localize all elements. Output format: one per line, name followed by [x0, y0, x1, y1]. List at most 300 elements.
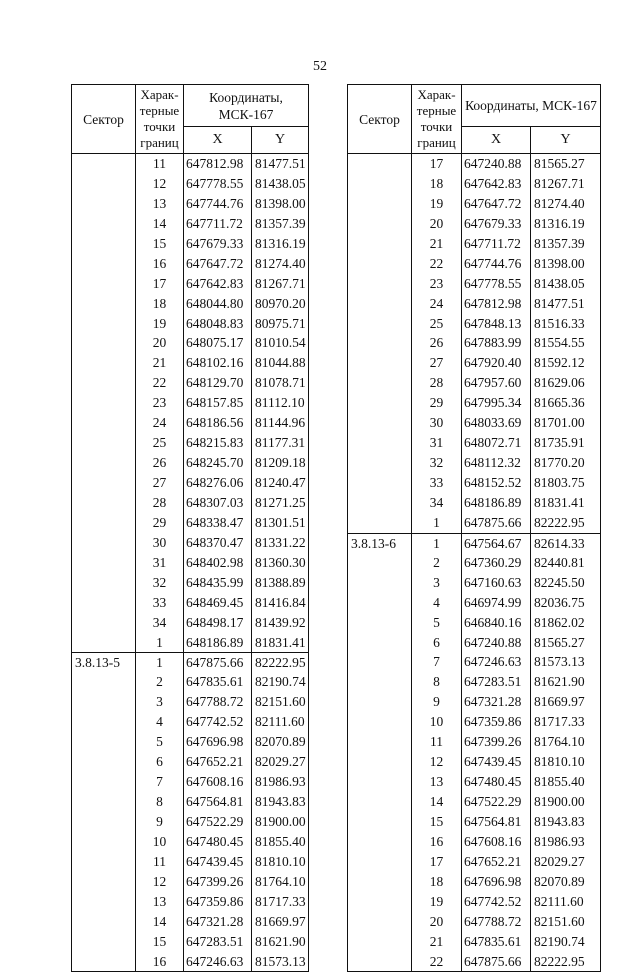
point-cell: 9 [136, 812, 184, 832]
sector-cell [72, 792, 136, 812]
sector-cell [72, 932, 136, 952]
sector-cell [348, 932, 412, 952]
y-cell: 81209.18 [255, 455, 306, 471]
point-cell: 6 [412, 633, 462, 653]
point-cell: 14 [136, 214, 184, 234]
point-cell: 20 [136, 333, 184, 353]
y-cell: 81669.97 [534, 694, 585, 710]
point-cell: 11 [136, 852, 184, 872]
table-row [348, 593, 600, 613]
point-cell: 17 [412, 154, 462, 174]
x-cell: 648469.45 [184, 593, 252, 613]
table-row [348, 852, 600, 872]
sector-cell [348, 413, 412, 433]
point-cell: 6 [136, 752, 184, 772]
x-cell: 646974.99 [462, 593, 531, 613]
x-cell: 647359.86 [184, 892, 252, 912]
y-cell: 81665.36 [534, 395, 585, 411]
sector-cell [348, 274, 412, 294]
point-cell: 20 [412, 912, 462, 932]
y-cell: 81044.88 [255, 355, 306, 371]
sector-cell [348, 294, 412, 314]
table-row [72, 772, 308, 792]
x-cell: 647875.66 [462, 513, 531, 533]
table-row [348, 732, 600, 752]
sector-cell [348, 174, 412, 194]
point-cell: 8 [412, 672, 462, 692]
point-cell: 31 [412, 433, 462, 453]
x-cell: 648370.47 [184, 533, 252, 553]
y-cell: 81439.92 [255, 614, 306, 630]
table-row [348, 513, 600, 533]
table-row [348, 274, 600, 294]
x-cell: 647564.81 [184, 792, 252, 812]
sector-cell [348, 573, 412, 593]
table-row [348, 652, 600, 672]
table-row [72, 294, 308, 314]
point-cell: 23 [412, 274, 462, 294]
table-row [348, 772, 600, 792]
point-cell: 4 [412, 593, 462, 613]
sector-cell [348, 453, 412, 473]
table-row [72, 154, 308, 174]
point-cell: 1 [136, 633, 184, 653]
x-cell: 648338.47 [184, 513, 252, 533]
y-cell: 81316.19 [534, 215, 585, 231]
y-cell: 81516.33 [534, 315, 585, 331]
y-cell: 81943.83 [255, 794, 306, 809]
y-cell: 81554.55 [534, 335, 585, 351]
sector-cell [348, 194, 412, 214]
sector-cell [348, 672, 412, 692]
table-row [72, 712, 308, 732]
sector-cell [72, 533, 136, 553]
point-cell: 28 [412, 373, 462, 393]
sector-cell [72, 692, 136, 712]
y-cell: 82070.89 [255, 734, 306, 750]
x-cell: 647608.16 [184, 772, 252, 792]
point-cell: 15 [136, 234, 184, 254]
sector-cell [72, 174, 136, 194]
point-cell: 15 [136, 932, 184, 952]
sector-cell [348, 593, 412, 613]
sector-cell [348, 353, 412, 373]
x-cell: 647711.72 [184, 214, 252, 234]
y-cell: 81810.10 [255, 853, 306, 869]
sector-cell [348, 633, 412, 653]
sector-cell [72, 234, 136, 254]
header-points: Харак-терные точки границ [412, 85, 462, 153]
point-cell: 9 [412, 692, 462, 712]
sector-cell [348, 652, 412, 672]
sector-cell [348, 852, 412, 872]
x-cell: 647679.33 [462, 214, 531, 234]
point-cell: 25 [412, 314, 462, 334]
sector-cell [72, 453, 136, 473]
table-row [72, 732, 308, 752]
table-row [348, 314, 600, 334]
y-cell: 81357.39 [255, 215, 306, 231]
table-row [348, 393, 600, 413]
table-body [71, 153, 309, 972]
point-cell: 22 [412, 254, 462, 274]
y-cell: 81477.51 [255, 156, 306, 171]
sector-cell [72, 852, 136, 872]
point-cell: 32 [136, 573, 184, 593]
table-header [71, 84, 309, 153]
sector-cell [72, 333, 136, 353]
sector-cell [72, 373, 136, 393]
y-cell: 82190.74 [255, 674, 306, 690]
point-cell: 12 [136, 174, 184, 194]
point-cell: 15 [412, 812, 462, 832]
y-cell: 81316.19 [255, 235, 306, 251]
y-cell: 81240.47 [255, 475, 306, 490]
sector-cell [72, 812, 136, 832]
point-cell: 34 [412, 493, 462, 513]
point-cell: 28 [136, 493, 184, 513]
table-row [348, 294, 600, 314]
table-row [72, 353, 308, 373]
sector-cell [72, 473, 136, 493]
point-cell: 2 [412, 553, 462, 573]
table-row [72, 473, 308, 493]
x-cell: 647439.45 [184, 852, 252, 872]
table-row [348, 373, 600, 393]
sector-cell [348, 393, 412, 413]
y-cell: 81010.54 [255, 335, 306, 351]
sector-cell [348, 493, 412, 513]
point-cell: 34 [136, 613, 184, 633]
sector-cell [72, 752, 136, 772]
x-cell: 647744.76 [462, 254, 531, 274]
sector-cell [72, 593, 136, 613]
x-cell: 647480.45 [184, 832, 252, 852]
y-cell: 80970.20 [255, 295, 306, 311]
sector-cell [348, 892, 412, 912]
y-cell: 81803.75 [534, 475, 585, 490]
point-cell: 16 [136, 952, 184, 972]
y-cell: 81770.20 [534, 455, 585, 471]
point-cell: 20 [412, 214, 462, 234]
table-row [348, 493, 600, 513]
y-cell: 81078.71 [255, 375, 306, 391]
sector-cell [72, 294, 136, 314]
y-cell: 81274.40 [255, 255, 306, 271]
table-row [72, 832, 308, 852]
header-coordinates: Координаты, МСК-167 [184, 85, 308, 127]
x-cell: 648112.32 [462, 453, 531, 473]
sector-cell [72, 633, 136, 653]
x-cell: 647883.99 [462, 333, 531, 353]
point-cell: 29 [136, 513, 184, 533]
sector-cell [348, 553, 412, 573]
table-row [72, 393, 308, 413]
point-cell: 7 [412, 652, 462, 672]
point-cell: 3 [412, 573, 462, 593]
point-cell: 21 [136, 353, 184, 373]
point-cell: 1 [412, 534, 462, 553]
point-cell: 5 [136, 732, 184, 752]
sector-cell [72, 493, 136, 513]
table-row [72, 373, 308, 393]
table-row [348, 174, 600, 194]
y-cell: 82111.60 [534, 893, 584, 909]
y-cell: 81764.10 [255, 873, 306, 889]
y-cell: 81621.90 [255, 933, 306, 949]
x-cell: 647522.29 [462, 792, 531, 812]
sector-cell [348, 952, 412, 972]
x-cell: 648276.06 [184, 473, 252, 493]
header-sector: Сектор [348, 85, 412, 153]
sector-cell [72, 732, 136, 752]
point-cell: 25 [136, 433, 184, 453]
table-row [72, 234, 308, 254]
x-cell: 647788.72 [184, 692, 252, 712]
x-cell: 647995.34 [462, 393, 531, 413]
y-cell: 81398.00 [534, 255, 585, 271]
point-cell: 24 [136, 413, 184, 433]
header-y: Y [560, 132, 571, 147]
x-cell: 647742.52 [184, 712, 252, 732]
sector-cell [348, 473, 412, 493]
point-cell: 16 [136, 254, 184, 274]
sector-cell [72, 314, 136, 334]
table-row [72, 254, 308, 274]
table-row [72, 932, 308, 952]
coordinates-table-right [347, 84, 601, 972]
table-row [348, 613, 600, 633]
point-cell: 18 [412, 174, 462, 194]
sector-cell [72, 154, 136, 174]
sector-cell [72, 772, 136, 792]
sector-cell [348, 752, 412, 772]
x-cell: 647875.66 [462, 952, 531, 972]
point-cell: 22 [412, 952, 462, 972]
y-cell: 81592.12 [534, 355, 585, 371]
point-cell: 33 [412, 473, 462, 493]
x-cell: 648186.89 [462, 493, 531, 513]
table-row [348, 892, 600, 912]
table-row [348, 573, 600, 593]
x-cell: 647788.72 [462, 912, 531, 932]
table-row [72, 453, 308, 473]
table-row [72, 952, 308, 972]
sector-cell [348, 513, 412, 533]
header-x: X [184, 127, 252, 153]
sector-cell [72, 892, 136, 912]
table-row [72, 613, 308, 633]
y-cell: 81177.31 [255, 435, 306, 451]
sector-cell [348, 772, 412, 792]
point-cell: 1 [412, 513, 462, 533]
table-header [347, 84, 601, 153]
table-row [348, 473, 600, 493]
y-cell: 81360.30 [255, 554, 306, 570]
x-cell: 647246.63 [184, 952, 252, 972]
sector-cell [348, 314, 412, 334]
x-cell: 646840.16 [462, 613, 531, 633]
table-row [348, 413, 600, 433]
x-cell: 647652.21 [184, 752, 252, 772]
point-cell: 14 [136, 912, 184, 932]
sector-cell: 3.8.13-5 [72, 653, 136, 672]
point-cell: 13 [412, 772, 462, 792]
sector-cell [72, 413, 136, 433]
point-cell: 10 [412, 712, 462, 732]
table-row [72, 553, 308, 573]
x-cell: 648307.03 [184, 493, 252, 513]
header-coordinates: Координаты, МСК-167 [462, 85, 600, 127]
y-cell: 81565.27 [534, 634, 585, 650]
y-cell: 82029.27 [534, 853, 585, 869]
y-cell: 81267.71 [534, 175, 585, 191]
point-cell: 8 [136, 792, 184, 812]
point-cell: 18 [412, 872, 462, 892]
x-cell: 648186.89 [184, 633, 252, 653]
sector-cell [348, 712, 412, 732]
table-row [348, 333, 600, 353]
point-cell: 13 [136, 892, 184, 912]
y-cell: 82222.95 [255, 655, 306, 671]
x-cell: 648072.71 [462, 433, 531, 453]
header-points: Харак-терные точки границ [136, 85, 184, 153]
table-row [72, 333, 308, 353]
table-row [72, 892, 308, 912]
x-cell: 647812.98 [184, 154, 252, 174]
sector-cell [348, 234, 412, 254]
y-cell: 82151.60 [534, 913, 585, 929]
sector-cell [72, 513, 136, 533]
x-cell: 647679.33 [184, 234, 252, 254]
x-cell: 648498.17 [184, 613, 252, 633]
y-cell: 81855.40 [255, 833, 306, 849]
sector-cell [348, 812, 412, 832]
y-cell: 81416.84 [255, 594, 306, 610]
point-cell: 18 [136, 294, 184, 314]
table-row [348, 453, 600, 473]
sector-cell [72, 553, 136, 573]
sector-cell [72, 712, 136, 732]
x-cell: 648152.52 [462, 473, 531, 493]
y-cell: 81267.71 [255, 275, 306, 291]
sector-cell [348, 613, 412, 633]
page-number: 52 [313, 59, 327, 74]
y-cell: 81900.00 [534, 794, 585, 809]
x-cell: 647360.29 [462, 553, 531, 573]
table-row [72, 692, 308, 712]
table-row [348, 692, 600, 712]
header-sector: Сектор [72, 85, 136, 153]
sector-cell [72, 274, 136, 294]
point-cell: 22 [136, 373, 184, 393]
sector-cell [72, 952, 136, 972]
x-cell: 647321.28 [184, 912, 252, 932]
point-cell: 26 [136, 453, 184, 473]
y-cell: 81701.00 [534, 415, 585, 431]
table-row [348, 154, 600, 174]
x-cell: 647647.72 [462, 194, 531, 214]
x-cell: 647283.51 [462, 672, 531, 692]
x-cell: 648102.16 [184, 353, 252, 373]
y-cell: 81271.25 [255, 494, 306, 510]
sector-cell [72, 672, 136, 692]
x-cell: 647778.55 [462, 274, 531, 294]
table-row [72, 433, 308, 453]
x-cell: 647564.81 [462, 812, 531, 832]
point-cell: 31 [136, 553, 184, 573]
x-cell: 647742.52 [462, 892, 531, 912]
x-cell: 647642.83 [462, 174, 531, 194]
x-cell: 648245.70 [184, 453, 252, 473]
x-cell: 647835.61 [184, 672, 252, 692]
point-cell: 19 [136, 314, 184, 334]
sector-cell: 3.8.13-6 [348, 534, 412, 553]
y-cell: 81388.89 [255, 574, 306, 590]
y-cell: 81735.91 [534, 435, 585, 451]
table-row [348, 872, 600, 892]
x-cell: 647240.88 [462, 633, 531, 653]
y-cell: 81986.93 [534, 833, 585, 849]
y-cell: 81438.05 [255, 175, 306, 191]
y-cell: 81573.13 [534, 654, 585, 670]
y-cell: 81986.93 [255, 774, 306, 790]
table-row [72, 633, 308, 653]
table-row [348, 792, 600, 812]
y-cell: 81357.39 [534, 235, 585, 251]
x-cell: 648033.69 [462, 413, 531, 433]
table-row [72, 274, 308, 294]
x-cell: 647652.21 [462, 852, 531, 872]
table-row [348, 832, 600, 852]
x-cell: 647283.51 [184, 932, 252, 952]
table-row [348, 712, 600, 732]
x-cell: 647321.28 [462, 692, 531, 712]
point-cell: 16 [412, 832, 462, 852]
y-cell: 81943.83 [534, 813, 585, 829]
table-row [72, 872, 308, 892]
point-cell: 13 [136, 194, 184, 214]
table-row [348, 752, 600, 772]
y-cell: 81831.41 [255, 634, 306, 650]
y-cell: 81831.41 [534, 494, 585, 510]
sector-cell [348, 254, 412, 274]
point-cell: 7 [136, 772, 184, 792]
point-cell: 12 [412, 752, 462, 772]
y-cell: 81438.05 [534, 275, 585, 291]
point-cell: 17 [136, 274, 184, 294]
y-cell: 81144.96 [255, 415, 306, 431]
y-cell: 82245.50 [534, 574, 585, 590]
point-cell: 4 [136, 712, 184, 732]
y-cell: 82111.60 [255, 714, 305, 730]
sector-cell [348, 333, 412, 353]
table-row [72, 573, 308, 593]
x-cell: 648186.56 [184, 413, 252, 433]
point-cell: 23 [136, 393, 184, 413]
table-row [348, 533, 600, 553]
sector-cell [72, 433, 136, 453]
point-cell: 30 [412, 413, 462, 433]
x-cell: 647642.83 [184, 274, 252, 294]
sector-cell [348, 792, 412, 812]
x-cell: 647240.88 [462, 154, 531, 174]
table-row [72, 413, 308, 433]
point-cell: 32 [412, 453, 462, 473]
point-cell: 11 [412, 732, 462, 752]
point-cell: 5 [412, 613, 462, 633]
y-cell: 81717.33 [255, 893, 306, 909]
